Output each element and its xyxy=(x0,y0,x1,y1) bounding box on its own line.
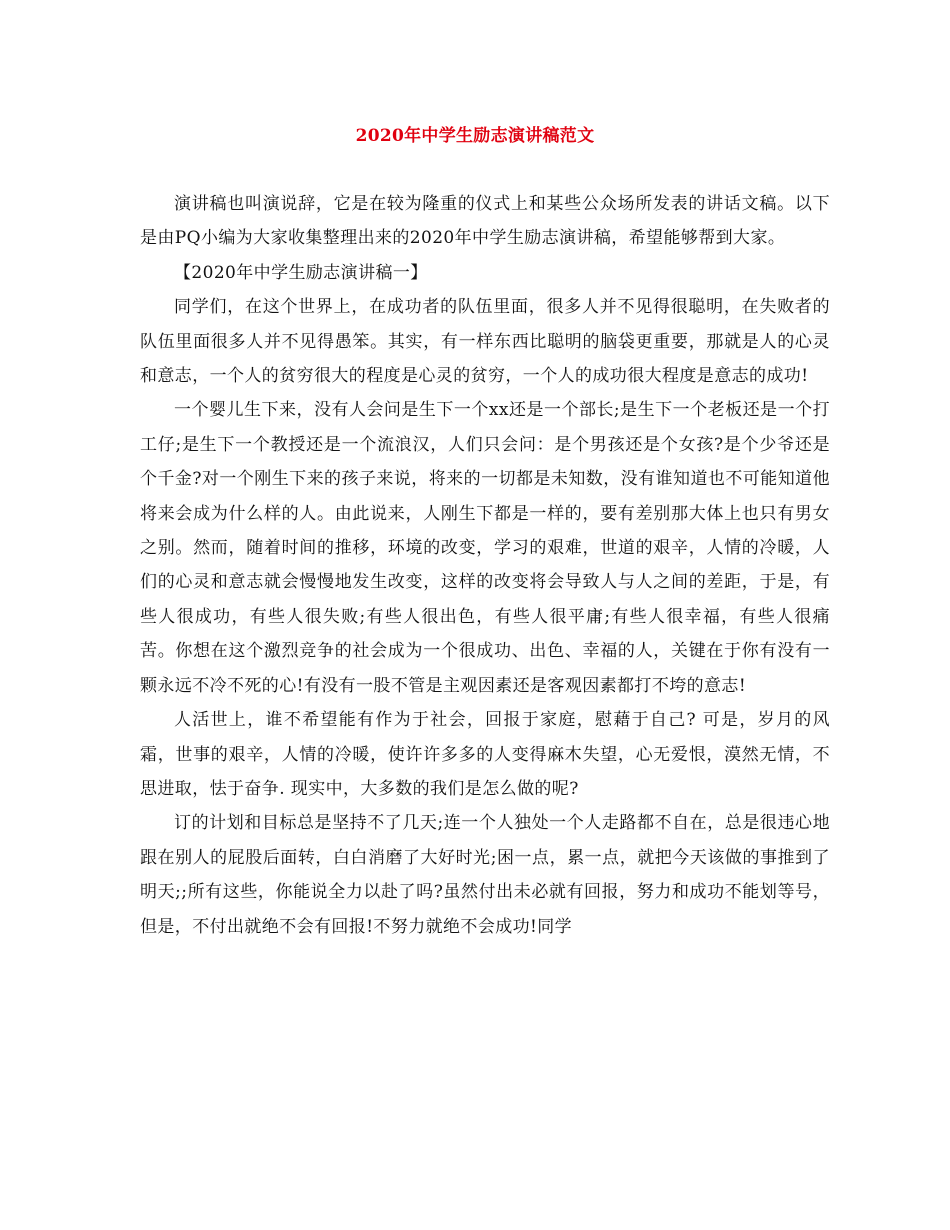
body-paragraph: 人活世上，谁不希望能有作为于社会，回报于家庭，慰藉于自己? 可是，岁月的风霜，世事的艰辛，人情的冷暖，使许许多多的人变得麻木失望，心无爱恨，漠然无情，不思进取，怯于奋争. 现实中，大多数的我们是怎么做的呢? xyxy=(140,710,830,799)
intro-paragraph: 演讲稿也叫演说辞，它是在较为隆重的仪式上和某些公众场所发表的讲话文稿。以下是由PQ小编为大家收集整理出来的2020年中学生励志演讲稿，希望能够帮到大家。 xyxy=(140,194,830,249)
body-paragraph: 订的计划和目标总是坚持不了几天;连一个人独处一个人走路都不自在，总是很违心地跟在别人的屁股后面转，白白消磨了大好时光;困一点，累一点，就把今天该做的事推到了明天;;所有这些，你能说全力以赴了吗?虽然付出未必就有回报，努力和成功不能划等号，但是，不付出就绝不会有回报!不努力就绝不会成功!同学 xyxy=(140,813,830,937)
body-paragraph: 同学们，在这个世界上，在成功者的队伍里面，很多人并不见得很聪明，在失败者的队伍里面很多人并不见得愚笨。其实，有一样东西比聪明的脑袋更重要，那就是人的心灵和意志，一个人的贫穷很大的程度是心灵的贫穷，一个人的成功很大程度是意志的成功! xyxy=(140,297,830,387)
document-title: 2020年中学生励志演讲稿范文 xyxy=(355,126,595,146)
section-heading: 【2020年中学生励志演讲稿一】 xyxy=(174,262,428,283)
document-body xyxy=(140,187,830,944)
body-paragraph: 一个婴儿生下来，没有人会问是生下一个xx还是一个部长;是生下一个老板还是一个打工仔;是生下一个教授还是一个流浪汉，人们只会问：是个男孩还是个女孩?是个少爷还是个千金?对一个刚生下来的孩子来说，将来的一切都是未知数，没有谁知道也不可能知道他将来会成为什么样的人。由此说来，人刚生下都是一样的，要有差别那大体上也只有男女之别。然而，随着时间的推移，环境的改变，学习的艰难，世道的艰辛，人情的冷暖，人们的心灵和意志就会慢慢地发生改变，这样的改变将会导致人与人之间的差距，于是，有些人很成功，有些人很失败;有些人很出色，有些人很平庸;有些人很幸福，有些人很痛苦。你想在这个激烈竞争的社会成为一个很成功、出色、幸福的人，关键在于你有没有一颗永远不冷不死的心!有没有一股不管是主观因素还是客观因素都打不垮的意志! xyxy=(140,400,830,696)
